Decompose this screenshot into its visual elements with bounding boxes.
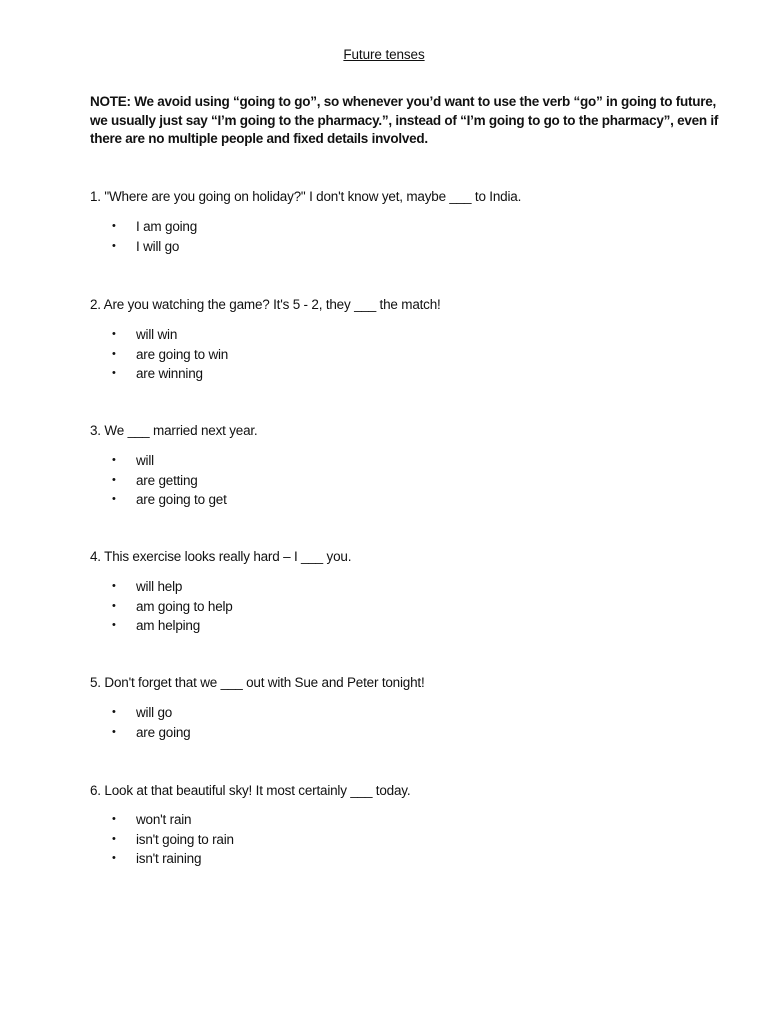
option-item — [112, 490, 227, 510]
option-item — [112, 597, 233, 617]
bullet-icon: • — [112, 706, 116, 718]
option-label: will — [136, 453, 154, 468]
bullet-icon: • — [112, 599, 116, 612]
option-label: won't rain — [136, 812, 192, 827]
question-2-options — [112, 325, 228, 384]
option-item — [112, 577, 233, 597]
note-line-1: NOTE: We avoid using “going to go”, so whenever you’d want to use the verb “go” in going to future, — [90, 94, 717, 109]
bullet-icon: • — [112, 347, 116, 360]
option-item — [112, 703, 191, 723]
bullet-icon: • — [112, 493, 116, 506]
question-5-options — [112, 703, 191, 742]
question-1: 1. "Where are you going on holiday?" I don't know yet, maybe ___ to India. — [90, 189, 522, 204]
option-label: will help — [136, 579, 183, 594]
option-item — [112, 471, 227, 491]
bullet-icon: • — [112, 239, 116, 252]
note-paragraph — [90, 93, 719, 149]
bullet-icon: • — [112, 832, 116, 845]
bullet-icon: • — [112, 725, 116, 738]
question-4-options — [112, 577, 233, 636]
question-4: 4. This exercise looks really hard – I ___ you. — [90, 549, 352, 564]
option-label: isn't raining — [136, 851, 202, 867]
option-label: am helping — [136, 618, 201, 634]
bullet-icon: • — [112, 454, 116, 466]
option-item — [112, 849, 234, 869]
question-2: 2. Are you watching the game? It's 5 - 2, they ___ the match! — [90, 297, 441, 312]
option-item — [112, 810, 234, 830]
option-item — [112, 217, 197, 237]
bullet-icon: • — [112, 367, 116, 380]
option-label: will go — [136, 705, 173, 720]
option-label: isn't going to rain — [136, 831, 234, 847]
option-label: are going — [136, 724, 191, 740]
option-item — [112, 364, 228, 384]
option-label: I will go — [136, 238, 180, 254]
question-3-options — [112, 451, 227, 510]
question-6: 6. Look at that beautiful sky! It most certainly ___ today. — [90, 783, 411, 798]
note-line-2: we usually just say “I’m going to the pharmacy.”, instead of “I’m going to go to the pharmacy”, even if — [90, 112, 719, 128]
option-item — [112, 723, 191, 743]
option-item — [112, 616, 233, 636]
question-3: 3. We ___ married next year. — [90, 423, 258, 438]
document-title: Future tenses — [343, 47, 425, 62]
option-label: are winning — [136, 366, 203, 382]
question-6-options — [112, 810, 234, 869]
bullet-icon: • — [112, 328, 116, 340]
option-label: will win — [136, 327, 178, 342]
option-label: I am going — [136, 219, 198, 234]
note-line-3: there are no multiple people and fixed details involved. — [90, 131, 428, 146]
bullet-icon: • — [112, 580, 116, 592]
bullet-icon: • — [112, 813, 116, 825]
bullet-icon: • — [112, 473, 116, 486]
question-5: 5. Don't forget that we ___ out with Sue and Peter tonight! — [90, 675, 425, 690]
option-item — [112, 325, 228, 345]
option-item — [112, 237, 197, 257]
option-item — [112, 451, 227, 471]
option-label: are going to get — [136, 492, 227, 508]
option-label: are going to win — [136, 346, 229, 362]
bullet-icon: • — [112, 220, 116, 232]
question-1-options — [112, 217, 197, 256]
bullet-icon: • — [112, 619, 116, 632]
bullet-icon: • — [112, 852, 116, 865]
option-item — [112, 345, 228, 365]
option-item — [112, 830, 234, 850]
option-label: are getting — [136, 472, 198, 488]
option-label: am going to help — [136, 598, 233, 614]
